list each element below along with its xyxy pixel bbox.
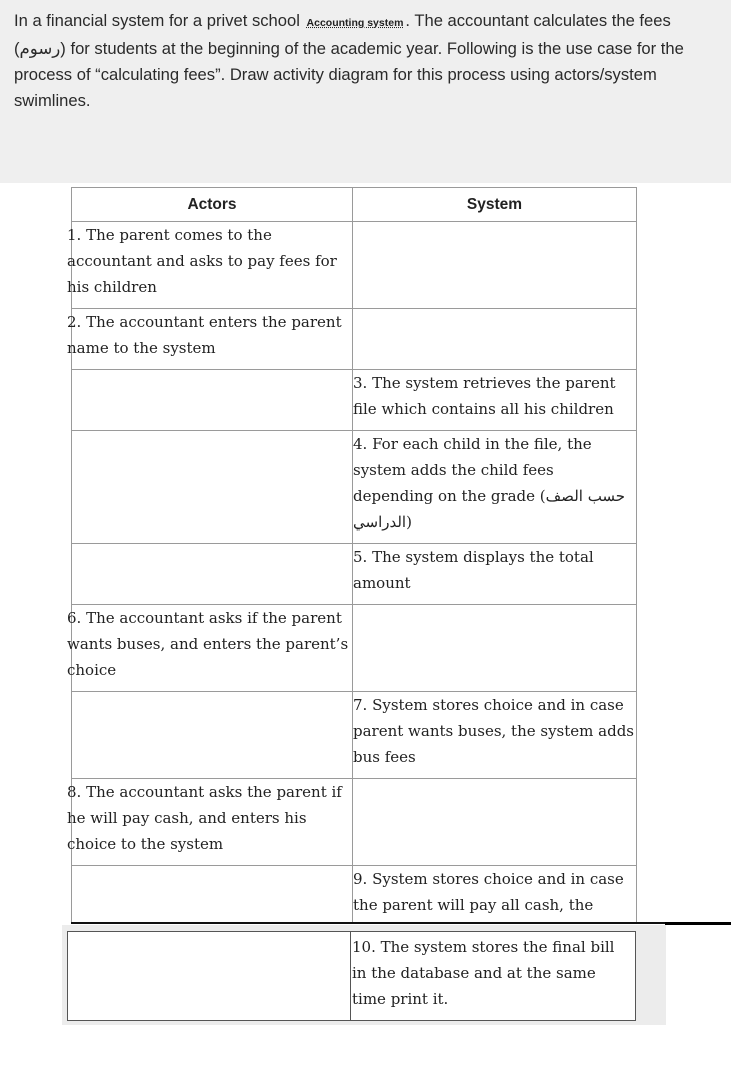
table-row [68, 932, 636, 1021]
table-row [72, 605, 637, 692]
actors-column-header: Actors [72, 188, 353, 222]
system-cell [353, 779, 637, 866]
table-row [72, 779, 637, 866]
actor-cell [72, 544, 353, 605]
actor-step-text: 6. The accountant asks if the parent wants buses, and enters the parent’s choice [67, 609, 349, 679]
system-cell [353, 431, 637, 544]
accounting-system-label: Accounting system [306, 17, 404, 29]
system-step-text: 5. The system displays the total amount [353, 548, 594, 592]
system-cell [351, 932, 636, 1021]
actor-cell [67, 309, 353, 370]
question-part-2: . The accountant calculates the fees [405, 11, 671, 30]
actor-cell [72, 431, 353, 544]
actor-step-text: 2. The accountant enters the parent name to the system [67, 313, 342, 357]
table-row [72, 866, 637, 924]
table-row [72, 370, 637, 431]
actor-step-text: 1. The parent comes to the accountant and asks to pay fees for his children [67, 226, 337, 296]
system-cell [353, 605, 637, 692]
page-break-line-dark [665, 922, 731, 925]
table-row [72, 309, 637, 370]
system-step-text: 3. The system retrieves the parent file which contains all his children [353, 374, 616, 418]
table-header-row [72, 188, 637, 222]
use-case-table [67, 187, 637, 923]
actor-step-text: 8. The accountant asks the parent if he will pay cash, and enters his choice to the system [67, 783, 342, 853]
system-cell [353, 370, 637, 431]
table-row [72, 544, 637, 605]
system-step-text: 10. The system stores the final bill in the database and at the same time print it. [352, 938, 615, 1008]
question-part-3: for students at the beginning of the academic year. Following is the use case for the process of “calculating fees”. Draw activity diagram for this process using actors/system swimlines. [14, 39, 684, 110]
question-block [0, 0, 731, 183]
table-row [72, 222, 637, 309]
actor-cell [68, 932, 351, 1021]
system-cell [353, 309, 637, 370]
table-row [72, 431, 637, 544]
use-case-table-wrap [0, 187, 731, 923]
actor-cell [72, 692, 353, 779]
system-cell [353, 866, 637, 924]
actor-cell [67, 779, 353, 866]
actor-cell [67, 222, 353, 309]
table-row [72, 692, 637, 779]
system-column-header: System [353, 188, 637, 222]
system-step-text: 7. System stores choice and in case parent wants buses, the system adds bus fees [353, 696, 635, 766]
system-step-text: 9. System stores choice and in case the parent will pay all cash, the [353, 870, 624, 914]
system-cell [353, 544, 637, 605]
system-step-text: 4. For each child in the file, the system adds the child fees depending on the grade (حسب الصف الدراسي) [353, 435, 626, 531]
question-part-1: In a financial system for a privet school [14, 11, 300, 30]
actor-cell [72, 370, 353, 431]
page-break-line [71, 922, 731, 924]
system-cell [353, 222, 637, 309]
use-case-table-continuation [67, 931, 636, 1021]
actor-cell [67, 605, 353, 692]
question-text [14, 8, 717, 114]
actor-cell [72, 866, 353, 924]
system-cell [353, 692, 637, 779]
arabic-fees-term: (رسوم) [14, 39, 66, 58]
